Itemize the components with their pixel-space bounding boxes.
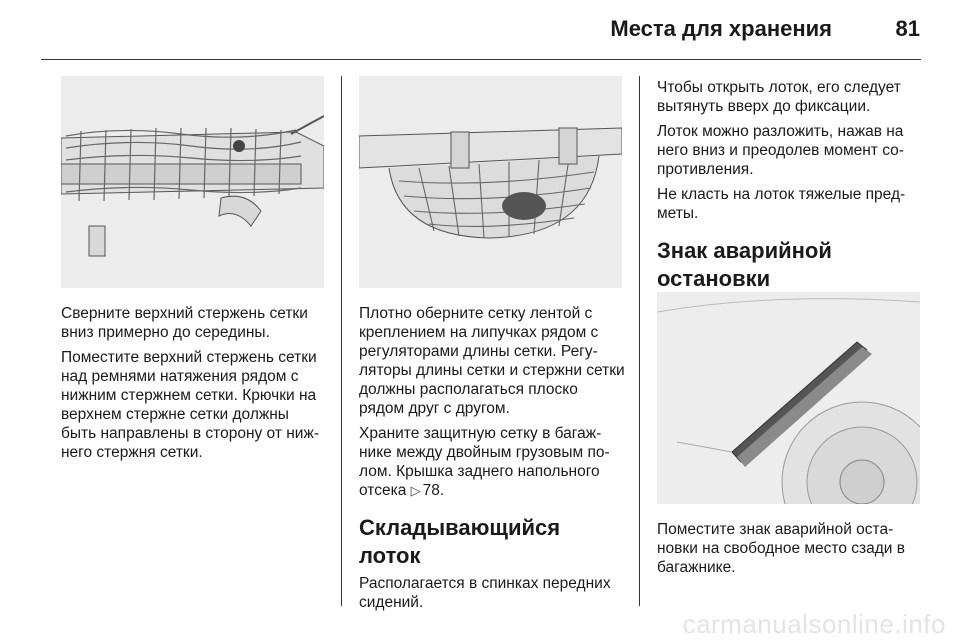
warning-triangle-illustration [657, 292, 920, 504]
column-2-text [359, 304, 625, 618]
reference-arrow-icon: ▷ [410, 483, 421, 498]
net-rolled-illustration [61, 76, 324, 288]
paragraph: Лоток можно разложить, нажав на него вниз и преодолев момент сопротивления. [657, 123, 904, 178]
paragraph: Чтобы открыть лоток, его следует вытянуть вверх до фиксации. [657, 79, 901, 115]
column-3-text [657, 78, 923, 297]
net-stored-illustration [359, 76, 622, 288]
figure-net-stored [359, 76, 622, 288]
page-title: Места для хранения [610, 16, 832, 41]
section-heading: Складывающийся лоток [359, 515, 561, 568]
paragraph: Поместите верхний стержень сетки над ремнями натяжения рядом с нижним стержнем сетки. Крючки на верхнем стержне сетки должны быть направлены в сторону от нижнего стержня сетки. [61, 349, 320, 461]
page-number: 81 [895, 16, 920, 41]
paragraph: Храните защитную сетку в багажнике между двойным грузовым полом. Крышка заднего напольного отсека ▷ 78. [359, 425, 610, 499]
column-3-caption [657, 520, 923, 583]
paragraph: Плотно оберните сетку лентой с креплением на липучках рядом с регуляторами длины сетки. Регуляторы длины сетки и стержни сетки должны располагаться плоско рядом друг с другом. [359, 305, 625, 417]
figure-net-rolled [61, 76, 324, 288]
page-reference[interactable]: 78. [422, 482, 445, 499]
column-divider [341, 76, 342, 606]
figure-warning-triangle [657, 292, 920, 504]
header-divider [41, 59, 921, 60]
paragraph: Сверните верхний стержень сетки вниз примерно до середины. [61, 305, 308, 341]
paragraph: Располагается в спинках передних сидений. [359, 575, 611, 611]
column-divider [639, 76, 640, 606]
paragraph: Не класть на лоток тяжелые предметы. [657, 186, 906, 222]
column-1-text [61, 304, 327, 468]
watermark: carmanualsonline.info [682, 609, 946, 639]
paragraph: Поместите знак аварийной остановки на свободное место сзади в багажнике. [657, 521, 905, 576]
section-heading: Знак аварийной остановки [657, 238, 832, 291]
